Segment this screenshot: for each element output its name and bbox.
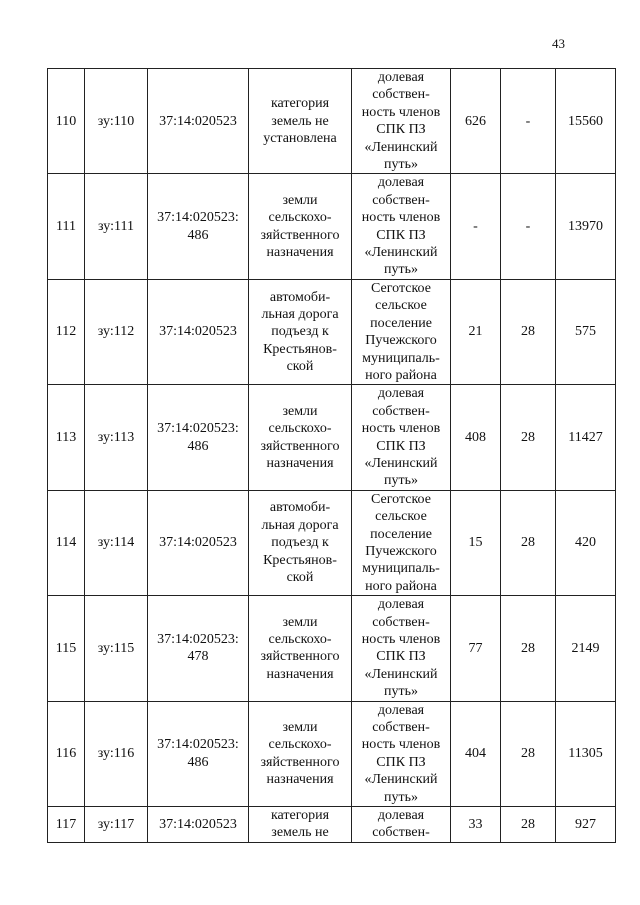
ownership-line: поселение <box>370 315 432 331</box>
land-category-line: установлена <box>263 130 337 146</box>
ownership-line: «Ленинский <box>364 666 438 682</box>
ownership-line: «Ленинский <box>364 455 438 471</box>
table-row <box>48 807 616 843</box>
cadastral-number-line: 486 <box>187 227 209 243</box>
ownership-line: долевая <box>377 597 425 613</box>
ownership-line: собствен- <box>372 614 430 630</box>
ownership-line: муниципаль- <box>362 561 440 577</box>
cadastral-number-line: 37:14:020523: <box>157 632 239 647</box>
land-category-line: сельскохо- <box>268 737 332 753</box>
ownership-cell <box>352 174 451 279</box>
value-b-cell: - <box>501 174 556 279</box>
plot-id-cell: зу:110 <box>85 69 148 174</box>
ownership-line: СПК ПЗ <box>376 754 426 770</box>
value-a-cell: 404 <box>451 701 501 806</box>
ownership-line: ность членов <box>361 632 441 647</box>
cadastral-number-line: 37:14:020523: <box>157 421 239 437</box>
row-number-cell: 117 <box>48 807 85 843</box>
value-c-cell: 575 <box>556 279 616 384</box>
plot-id-cell: зу:117 <box>85 807 148 843</box>
cadastral-number-cell <box>148 490 249 595</box>
land-category-cell <box>249 279 352 384</box>
cadastral-number-line: 37:14:020523 <box>159 324 237 340</box>
table-row <box>48 69 616 174</box>
land-category-line: назначения <box>266 772 334 788</box>
ownership-line: «Ленинский <box>364 139 438 155</box>
cadastral-number-cell <box>148 807 249 843</box>
table-row <box>48 490 616 595</box>
land-category-line: назначения <box>266 245 334 261</box>
land-category-line: автомоби- <box>269 289 331 305</box>
ownership-line: собствен- <box>372 192 430 208</box>
ownership-cell <box>352 701 451 806</box>
page-number: 43 <box>552 36 565 51</box>
value-b-cell: 28 <box>501 279 556 384</box>
cadastral-number-line: 37:14:020523 <box>159 816 237 832</box>
cadastral-number-cell <box>148 279 249 384</box>
land-category-line: назначения <box>266 455 334 471</box>
land-category-cell <box>249 807 352 843</box>
land-category-line: Крестьянов- <box>263 552 337 568</box>
land-category-cell <box>249 701 352 806</box>
ownership-line: ного района <box>365 367 437 383</box>
row-number-cell: 113 <box>48 385 85 490</box>
ownership-line: долевая <box>377 702 425 718</box>
land-category-line: зяйственного <box>260 438 340 454</box>
value-a-cell: 77 <box>451 596 501 701</box>
land-category-cell <box>249 596 352 701</box>
ownership-line: СПК ПЗ <box>376 649 426 665</box>
row-number-cell: 114 <box>48 490 85 595</box>
ownership-line: СПК ПЗ <box>376 438 426 454</box>
value-c-cell: 15560 <box>556 69 616 174</box>
value-a-cell: 15 <box>451 490 501 595</box>
land-category-line: льная дорога <box>261 306 339 322</box>
land-category-line: сельскохо- <box>268 210 332 226</box>
value-a-cell: 626 <box>451 69 501 174</box>
cadastral-number-cell <box>148 701 249 806</box>
ownership-cell <box>352 490 451 595</box>
cadastral-number-line: 37:14:020523 <box>159 535 237 551</box>
cadastral-number-line: 478 <box>187 649 209 665</box>
ownership-line: поселение <box>370 526 432 542</box>
row-number-cell: 111 <box>48 174 85 279</box>
ownership-line: путь» <box>384 789 418 805</box>
value-c-cell: 11305 <box>556 701 616 806</box>
value-b-cell: 28 <box>501 490 556 595</box>
ownership-cell <box>352 385 451 490</box>
ownership-cell <box>352 279 451 384</box>
cadastral-number-line: 37:14:020523: <box>157 737 239 753</box>
ownership-line: долевая <box>377 386 425 402</box>
ownership-line: «Ленинский <box>364 772 438 788</box>
land-category-line: зяйственного <box>260 649 340 665</box>
ownership-line: путь» <box>384 262 418 278</box>
row-number-cell: 112 <box>48 279 85 384</box>
land-category-line: подъезд к <box>271 535 329 551</box>
value-c-cell: 13970 <box>556 174 616 279</box>
ownership-line: ного района <box>365 578 437 594</box>
table-row <box>48 279 616 384</box>
ownership-line: сельское <box>375 298 427 314</box>
land-category-line: земли <box>282 192 318 208</box>
land-category-cell <box>249 490 352 595</box>
value-c-cell: 11427 <box>556 385 616 490</box>
land-category-line: Крестьянов- <box>263 341 337 357</box>
ownership-cell <box>352 69 451 174</box>
ownership-line: «Ленинский <box>364 245 438 261</box>
value-a-cell: - <box>451 174 501 279</box>
cadastral-number-cell <box>148 596 249 701</box>
land-category-cell <box>249 385 352 490</box>
land-category-line: сельскохо- <box>268 632 332 647</box>
value-a-cell: 408 <box>451 385 501 490</box>
ownership-line: долевая <box>377 175 425 191</box>
cadastral-number-line: 37:14:020523 <box>159 113 237 129</box>
ownership-line: Сеготское <box>371 491 431 507</box>
cadastral-number-line: 486 <box>187 754 209 770</box>
value-c-cell: 2149 <box>556 596 616 701</box>
land-category-line: зяйственного <box>260 227 340 243</box>
plot-id-cell: зу:115 <box>85 596 148 701</box>
land-category-line: категория <box>270 808 330 824</box>
land-category-line: сельскохо- <box>268 421 332 437</box>
ownership-line: ность членов <box>361 104 441 120</box>
cadastral-number-cell <box>148 69 249 174</box>
value-b-cell: 28 <box>501 807 556 843</box>
land-category-line: земли <box>282 614 318 630</box>
land-category-line: ской <box>286 570 314 586</box>
land-category-line: назначения <box>266 666 334 682</box>
table-body <box>48 69 616 843</box>
ownership-line: Сеготское <box>371 280 431 296</box>
land-category-line: подъезд к <box>271 324 329 340</box>
cadastral-number-cell <box>148 174 249 279</box>
land-category-line: земли <box>282 403 318 419</box>
value-b-cell: - <box>501 69 556 174</box>
table-row <box>48 596 616 701</box>
value-a-cell: 33 <box>451 807 501 843</box>
ownership-line: собствен- <box>372 720 430 736</box>
value-c-cell: 927 <box>556 807 616 843</box>
table-row <box>48 174 616 279</box>
ownership-line: долевая <box>377 70 425 85</box>
land-category-line: категория <box>270 96 330 112</box>
ownership-cell <box>352 807 451 843</box>
ownership-line: собствен- <box>372 825 430 841</box>
land-category-line: зяйственного <box>260 754 340 770</box>
land-category-line: земель не <box>271 113 329 129</box>
land-category-line: льная дорога <box>261 517 339 533</box>
ownership-cell <box>352 596 451 701</box>
ownership-line: путь» <box>384 473 418 489</box>
land-category-cell <box>249 69 352 174</box>
ownership-line: собствен- <box>372 87 430 103</box>
ownership-line: СПК ПЗ <box>376 227 426 243</box>
land-category-line: земли <box>282 720 318 736</box>
land-category-cell <box>249 174 352 279</box>
ownership-line: путь» <box>384 157 418 173</box>
ownership-line: ность членов <box>361 737 441 753</box>
plot-id-cell: зу:114 <box>85 490 148 595</box>
ownership-line: Пучежского <box>365 333 437 349</box>
land-category-line: ской <box>286 359 314 375</box>
cadastral-number-line: 486 <box>187 438 209 454</box>
ownership-line: СПК ПЗ <box>376 122 426 138</box>
ownership-line: муниципаль- <box>362 350 440 366</box>
plot-id-cell: зу:116 <box>85 701 148 806</box>
land-plot-table <box>47 68 616 843</box>
ownership-line: собствен- <box>372 403 430 419</box>
row-number-cell: 116 <box>48 701 85 806</box>
land-category-line: автомоби- <box>269 500 331 516</box>
value-b-cell: 28 <box>501 385 556 490</box>
ownership-line: путь» <box>384 684 418 700</box>
ownership-line: Пучежского <box>365 543 437 559</box>
table-row <box>48 385 616 490</box>
cadastral-number-cell <box>148 385 249 490</box>
land-category-line: земель не <box>271 825 329 841</box>
value-b-cell: 28 <box>501 596 556 701</box>
value-a-cell: 21 <box>451 279 501 384</box>
table-row <box>48 701 616 806</box>
row-number-cell: 110 <box>48 69 85 174</box>
ownership-line: ность членов <box>361 421 441 437</box>
row-number-cell: 115 <box>48 596 85 701</box>
value-c-cell: 420 <box>556 490 616 595</box>
ownership-line: долевая <box>377 808 425 824</box>
plot-id-cell: зу:113 <box>85 385 148 490</box>
cadastral-number-line: 37:14:020523: <box>157 210 239 226</box>
plot-id-cell: зу:112 <box>85 279 148 384</box>
value-b-cell: 28 <box>501 701 556 806</box>
plot-id-cell: зу:111 <box>85 174 148 279</box>
ownership-line: сельское <box>375 509 427 525</box>
ownership-line: ность членов <box>361 210 441 226</box>
